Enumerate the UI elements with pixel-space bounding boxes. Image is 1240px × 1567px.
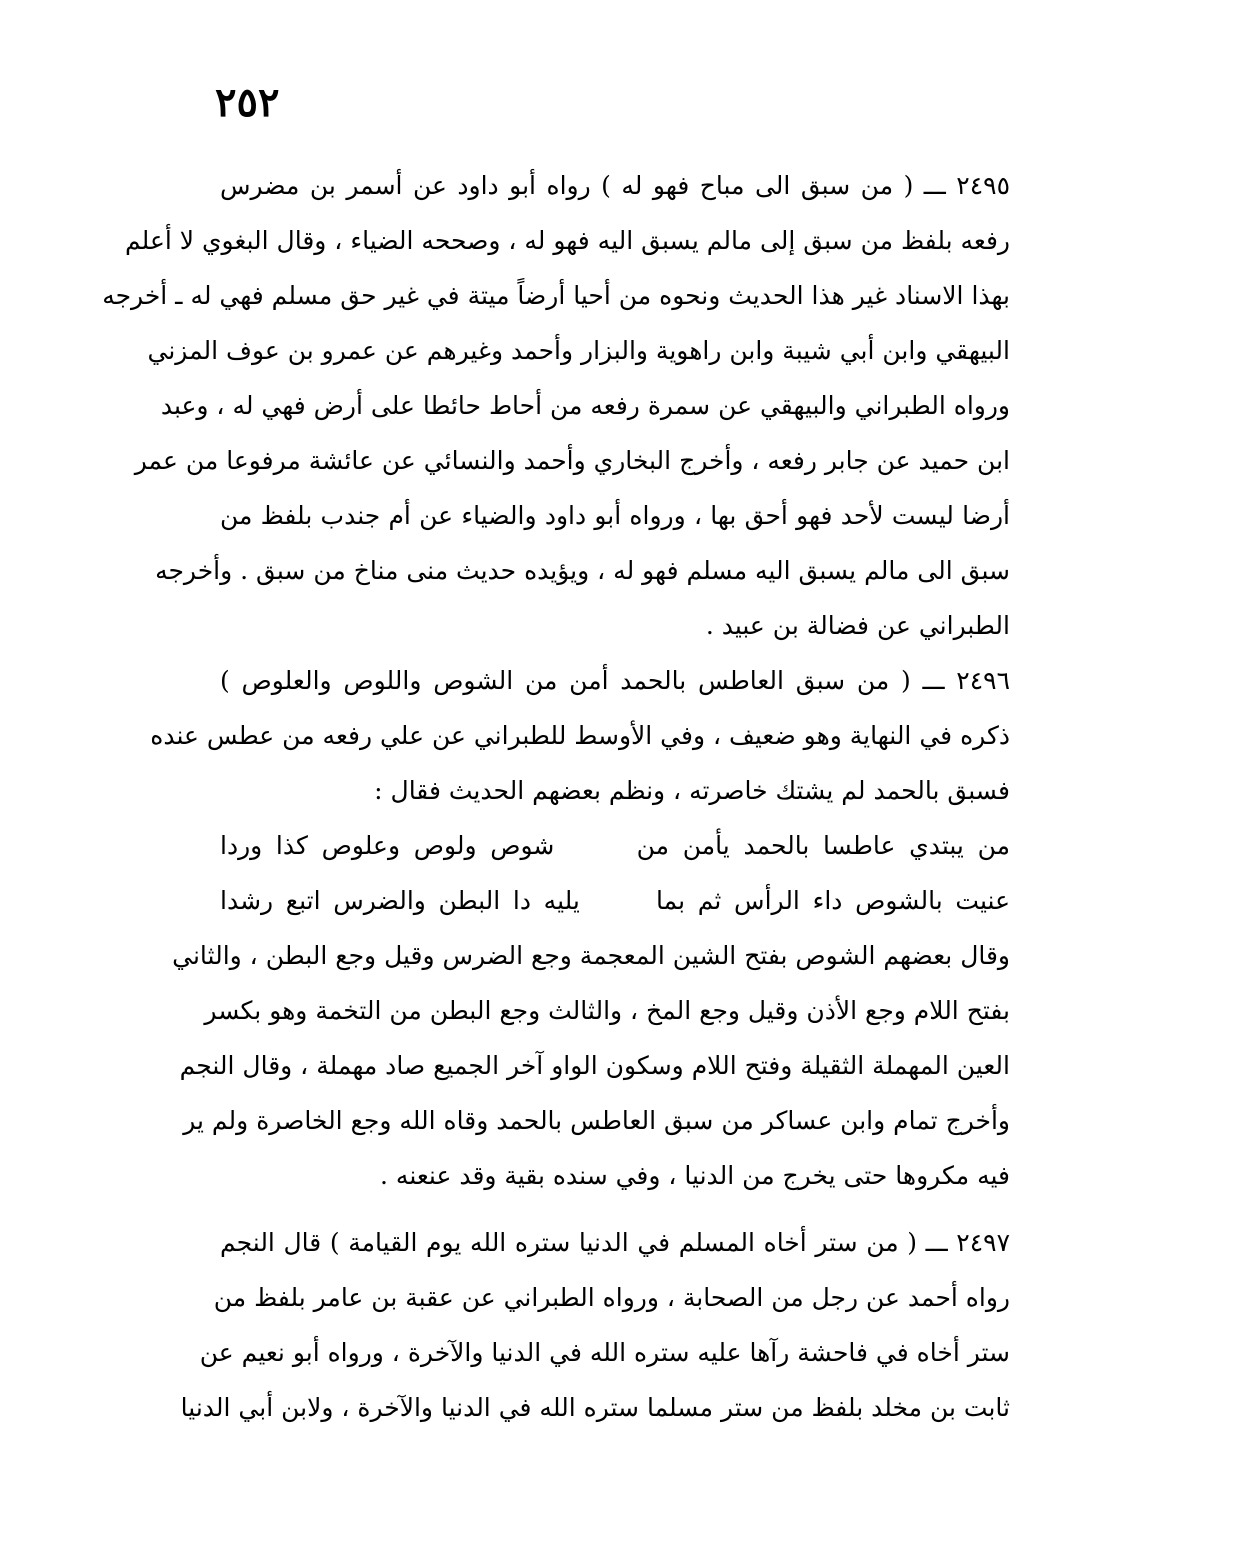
text-line: رواه أحمد عن رجل من الصحابة ، ورواه الطبراني عن عقبة بن عامر بلفظ من xyxy=(213,1283,1010,1312)
text-line: ورواه الطبراني والبيهقي عن سمرة رفعه من أحاط حائطا على أرض فهي له ، وعبد xyxy=(160,391,1010,420)
paragraph-gap xyxy=(220,1203,1010,1215)
text-line: ذكره في النهاية وهو ضعيف ، وفي الأوسط للطبراني عن علي رفعه من عطس عنده xyxy=(150,721,1010,750)
text-line: بفتح اللام وجع الأذن وقيل وجع المخ ، والثالث وجع البطن من التخمة وهو بكسر xyxy=(204,996,1010,1025)
body-text xyxy=(102,158,1010,1435)
text-line: سبق الى مالم يسبق اليه مسلم فهو له ، ويؤيده حديث منى مناخ من سبق . وأخرجه xyxy=(155,556,1010,585)
poem-verse: عنيت بالشوص داء الرأس ثم بما يليه دا البطن والضرس اتبع رشدا xyxy=(220,886,1010,915)
poem-verse: من يبتدي عاطسا بالحمد يأمن من شوص ولوص وعلوص كذا وردا xyxy=(220,831,1010,860)
text-line: ابن حميد عن جابر رفعه ، وأخرج البخاري وأحمد والنسائي عن عائشة مرفوعا من عمر xyxy=(134,446,1010,475)
text-line: أرضا ليست لأحد فهو أحق بها ، ورواه أبو داود والضياء عن أم جندب بلفظ من xyxy=(220,501,1010,530)
text-line: وأخرج تمام وابن عساكر من سبق العاطس بالحمد وقاه الله وجع الخاصرة ولم ير xyxy=(183,1106,1010,1135)
text-line: ٢٤٩٦ ـــ ( من سبق العاطس بالحمد أمن من الشوص واللوص والعلوص ) xyxy=(220,666,1010,695)
text-line: بهذا الاسناد غير هذا الحديث ونحوه من أحيا أرضاً ميتة في غير حق مسلم فهي له ـ أخرجه xyxy=(102,281,1010,310)
text-line: وقال بعضهم الشوص بفتح الشين المعجمة وجع الضرس وقيل وجع البطن ، والثاني xyxy=(172,941,1010,970)
text-line: الطبراني عن فضالة بن عبيد . xyxy=(705,611,1010,640)
text-line: ستر أخاه في فاحشة رآها عليه ستره الله في الدنيا والآخرة ، ورواه أبو نعيم عن xyxy=(199,1338,1010,1367)
text-line: البيهقي وابن أبي شيبة وابن راهوية والبزار وأحمد وغيرهم عن عمرو بن عوف المزني xyxy=(147,336,1010,365)
text-line: ٢٤٩٧ ـــ ( من ستر أخاه المسلم في الدنيا ستره الله يوم القيامة ) قال النجم xyxy=(220,1228,1010,1257)
text-line: رفعه بلفظ من سبق إلى مالم يسبق اليه فهو له ، وصححه الضياء ، وقال البغوي لا أعلم xyxy=(125,226,1010,255)
text-line: ٢٤٩٥ ـــ ( من سبق الى مباح فهو له ) رواه أبو داود عن أسمر بن مضرس xyxy=(220,171,1010,200)
text-line: فيه مكروها حتى يخرج من الدنيا ، وفي سنده بقية وقد عنعنه . xyxy=(380,1161,1010,1190)
text-line: فسبق بالحمد لم يشتك خاصرته ، ونظم بعضهم الحديث فقال : xyxy=(374,776,1010,805)
text-line: ثابت بن مخلد بلفظ من ستر مسلما ستره الله في الدنيا والآخرة ، ولابن أبي الدنيا xyxy=(180,1393,1010,1422)
text-line: العين المهملة الثقيلة وفتح اللام وسكون الواو آخر الجميع صاد مهملة ، وقال النجم xyxy=(179,1051,1010,1080)
page-number: ٢٥٢ xyxy=(215,79,280,126)
